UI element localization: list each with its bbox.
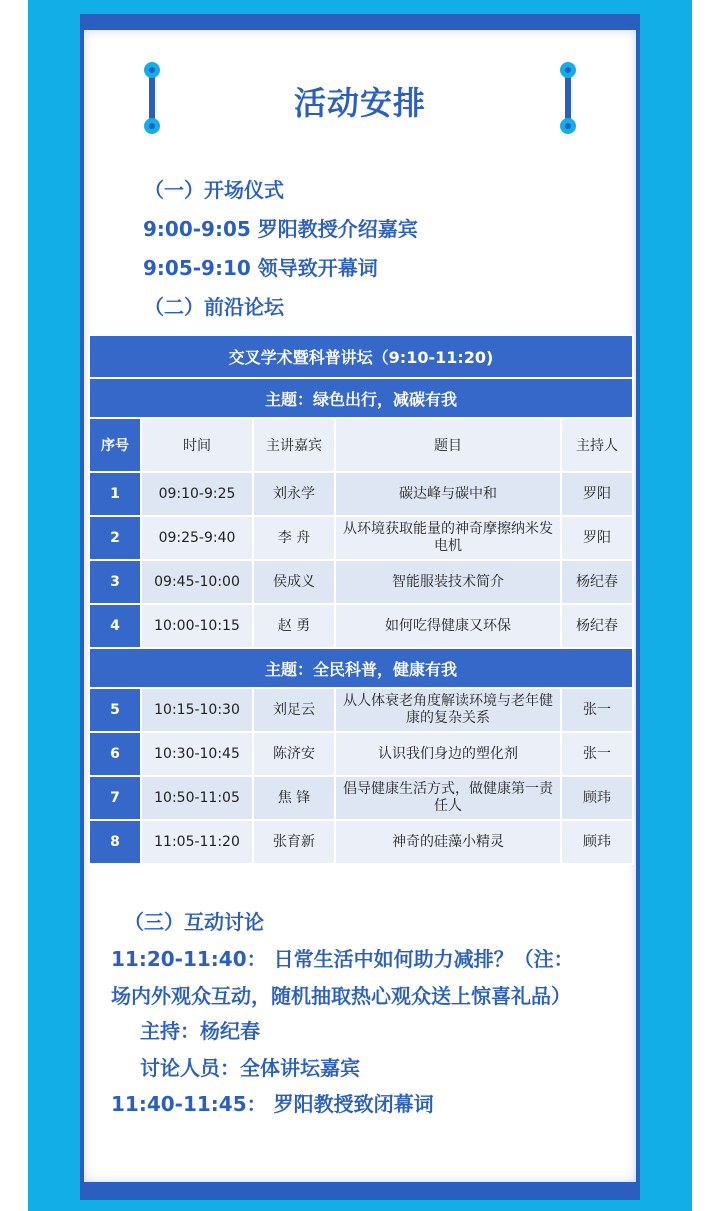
schedule-table bbox=[88, 334, 634, 865]
row-no: 3 bbox=[89, 560, 141, 604]
row-speaker: 陈济安 bbox=[253, 732, 335, 776]
row-speaker: 侯成义 bbox=[253, 560, 335, 604]
table-row bbox=[89, 604, 633, 648]
section3-closing: 11:40-11:45： 罗阳教授致闭幕词 bbox=[111, 1092, 434, 1116]
col-header-host: 主持人 bbox=[561, 418, 633, 472]
row-topic: 神奇的硅藻小精灵 bbox=[335, 820, 561, 864]
row-topic: 倡导健康生活方式，做健康第一责任人 bbox=[335, 776, 561, 820]
row-no: 5 bbox=[89, 688, 141, 732]
row-host: 顾玮 bbox=[561, 820, 633, 864]
table-row bbox=[89, 820, 633, 864]
section1-item-1: 9:00-9:05 罗阳教授介绍嘉宾 bbox=[143, 217, 418, 241]
row-time: 10:50-11:05 bbox=[141, 776, 253, 820]
row-topic: 智能服装技术简介 bbox=[335, 560, 561, 604]
row-speaker: 刘永学 bbox=[253, 472, 335, 516]
section3-discussants: 讨论人员：全体讲坛嘉宾 bbox=[140, 1056, 360, 1080]
row-speaker: 刘足云 bbox=[253, 688, 335, 732]
row-time: 09:45-10:00 bbox=[141, 560, 253, 604]
table-row bbox=[89, 776, 633, 820]
row-time: 10:15-10:30 bbox=[141, 688, 253, 732]
row-time: 09:25-9:40 bbox=[141, 516, 253, 560]
row-speaker: 李 舟 bbox=[253, 516, 335, 560]
table-row bbox=[89, 472, 633, 516]
section1-item-2: 9:05-9:10 领导致开幕词 bbox=[143, 256, 378, 280]
row-host: 杨纪春 bbox=[561, 560, 633, 604]
row-no: 8 bbox=[89, 820, 141, 864]
right-pin-decoration bbox=[558, 62, 578, 138]
row-host: 罗阳 bbox=[561, 516, 633, 560]
forum-title: 交叉学术暨科普讲坛（9:10-11:20) bbox=[89, 335, 633, 378]
row-host: 张一 bbox=[561, 732, 633, 776]
row-host: 顾玮 bbox=[561, 776, 633, 820]
row-speaker: 焦 锋 bbox=[253, 776, 335, 820]
row-host: 罗阳 bbox=[561, 472, 633, 516]
row-no: 7 bbox=[89, 776, 141, 820]
row-no: 4 bbox=[89, 604, 141, 648]
row-time: 09:10-9:25 bbox=[141, 472, 253, 516]
row-host: 杨纪春 bbox=[561, 604, 633, 648]
theme-2: 主题：全民科普，健康有我 bbox=[89, 648, 633, 688]
section3-heading: （三）互动讨论 bbox=[124, 910, 264, 934]
section1-heading: （一）开场仪式 bbox=[144, 178, 284, 202]
col-header-time: 时间 bbox=[141, 418, 253, 472]
section3-line-1: 11:20-11:40： 日常生活中如何助力减排？（注： bbox=[111, 947, 574, 971]
row-speaker: 赵 勇 bbox=[253, 604, 335, 648]
row-time: 10:00-10:15 bbox=[141, 604, 253, 648]
table-row bbox=[89, 560, 633, 604]
row-topic: 从人体衰老角度解读环境与老年健康的复杂关系 bbox=[335, 688, 561, 732]
row-topic: 如何吃得健康又环保 bbox=[335, 604, 561, 648]
theme-1: 主题：绿色出行，减碳有我 bbox=[89, 378, 633, 418]
section2-heading: （二）前沿论坛 bbox=[144, 295, 284, 319]
row-time: 11:05-11:20 bbox=[141, 820, 253, 864]
col-header-speaker: 主讲嘉宾 bbox=[253, 418, 335, 472]
row-no: 1 bbox=[89, 472, 141, 516]
row-topic: 认识我们身边的塑化剂 bbox=[335, 732, 561, 776]
row-host: 张一 bbox=[561, 688, 633, 732]
row-no: 6 bbox=[89, 732, 141, 776]
row-speaker: 张育新 bbox=[253, 820, 335, 864]
row-time: 10:30-10:45 bbox=[141, 732, 253, 776]
page-title: 活动安排 bbox=[293, 84, 426, 122]
row-no: 2 bbox=[89, 516, 141, 560]
row-topic: 碳达峰与碳中和 bbox=[335, 472, 561, 516]
section3-host: 主持：杨纪春 bbox=[140, 1019, 260, 1043]
table-row bbox=[89, 516, 633, 560]
col-header-no: 序号 bbox=[89, 418, 141, 472]
left-pin-decoration bbox=[142, 62, 162, 138]
row-topic: 从环境获取能量的神奇摩擦纳米发电机 bbox=[335, 516, 561, 560]
col-header-topic: 题目 bbox=[335, 418, 561, 472]
bottom-band bbox=[84, 1182, 636, 1196]
table-row bbox=[89, 688, 633, 732]
section3-line-2: 场内外观众互动，随机抽取热心观众送上惊喜礼品） bbox=[111, 984, 571, 1008]
table-row bbox=[89, 732, 633, 776]
